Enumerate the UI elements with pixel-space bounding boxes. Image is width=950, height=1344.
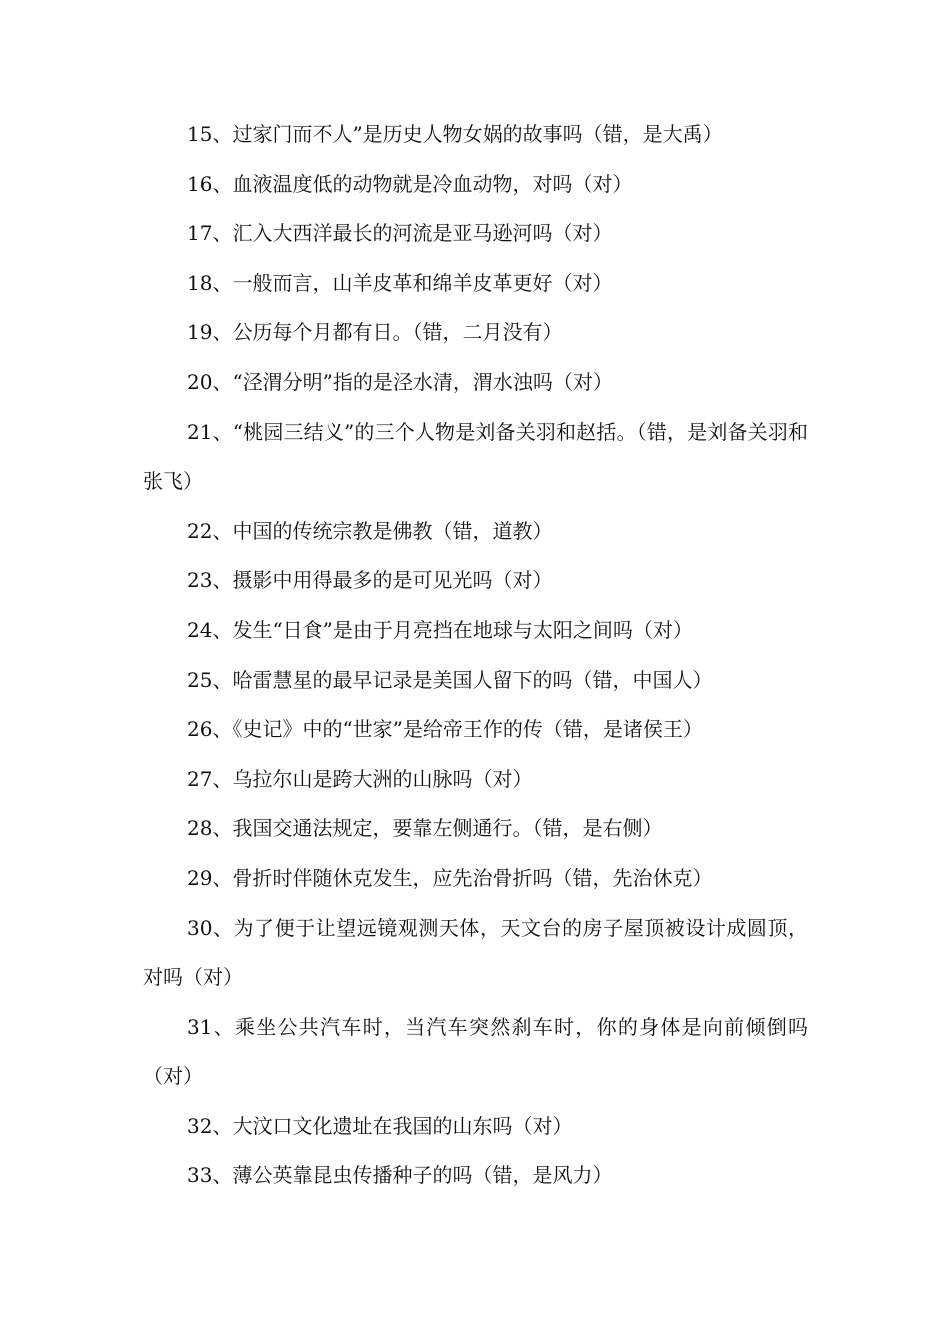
- list-item: 15、过家门而不人”是历史人物女娲的故事吗（错，是大禹）: [187, 122, 723, 146]
- list-item: 28、我国交通法规定，要靠左侧通行。（错，是右侧）: [187, 816, 663, 841]
- list-item: 19、公历每个月都有日。（错，二月没有）: [187, 320, 563, 345]
- list-item: 23、摄影中用得最多的是可见光吗（对）: [187, 568, 553, 593]
- question-list: [143, 110, 808, 1201]
- list-item: 30、为了便于让望远镜观测天体，天文台的房子屋顶被设计成圆顶，对吗（对）: [143, 915, 808, 990]
- list-item: 29、骨折时伴随休克发生，应先治骨折吗（错，先治休克）: [187, 865, 713, 890]
- list-item: 17、汇入大西洋最长的河流是亚马逊河吗（对）: [187, 221, 613, 246]
- list-item: 21、“桃园三结义”的三个人物是刘备关羽和赵括。（错，是刘备关羽和张飞）: [143, 419, 808, 494]
- list-item: 33、薄公英靠昆虫传播种子的吗（错，是风力）: [187, 1163, 613, 1188]
- list-item: 24、发生“日食”是由于月亮挡在地球与太阳之间吗（对）: [187, 617, 693, 642]
- list-item: 25、哈雷慧星的最早记录是美国人留下的吗（错，中国人）: [187, 667, 713, 692]
- list-item: 16、血液温度低的动物就是冷血动物，对吗（对）: [187, 171, 633, 196]
- list-item: 32、大汶口文化遗址在我国的山东吗（对）: [187, 1113, 573, 1138]
- list-item: 31、乘坐公共汽车时，当汽车突然刹车时，你的身体是向前倾倒吗（对）: [143, 1014, 808, 1089]
- list-item: 18、一般而言，山羊皮革和绵羊皮革更好（对）: [187, 270, 613, 295]
- list-item: 27、乌拉尔山是跨大洲的山脉吗（对）: [187, 766, 533, 791]
- list-item: 20、“泾渭分明”指的是泾水清，渭水浊吗（对）: [187, 369, 613, 394]
- list-item: 22、中国的传统宗教是佛教（错，道教）: [187, 518, 553, 543]
- list-item: 26、《史记》中的“世家”是给帝王作的传（错，是诸侯王）: [187, 717, 703, 742]
